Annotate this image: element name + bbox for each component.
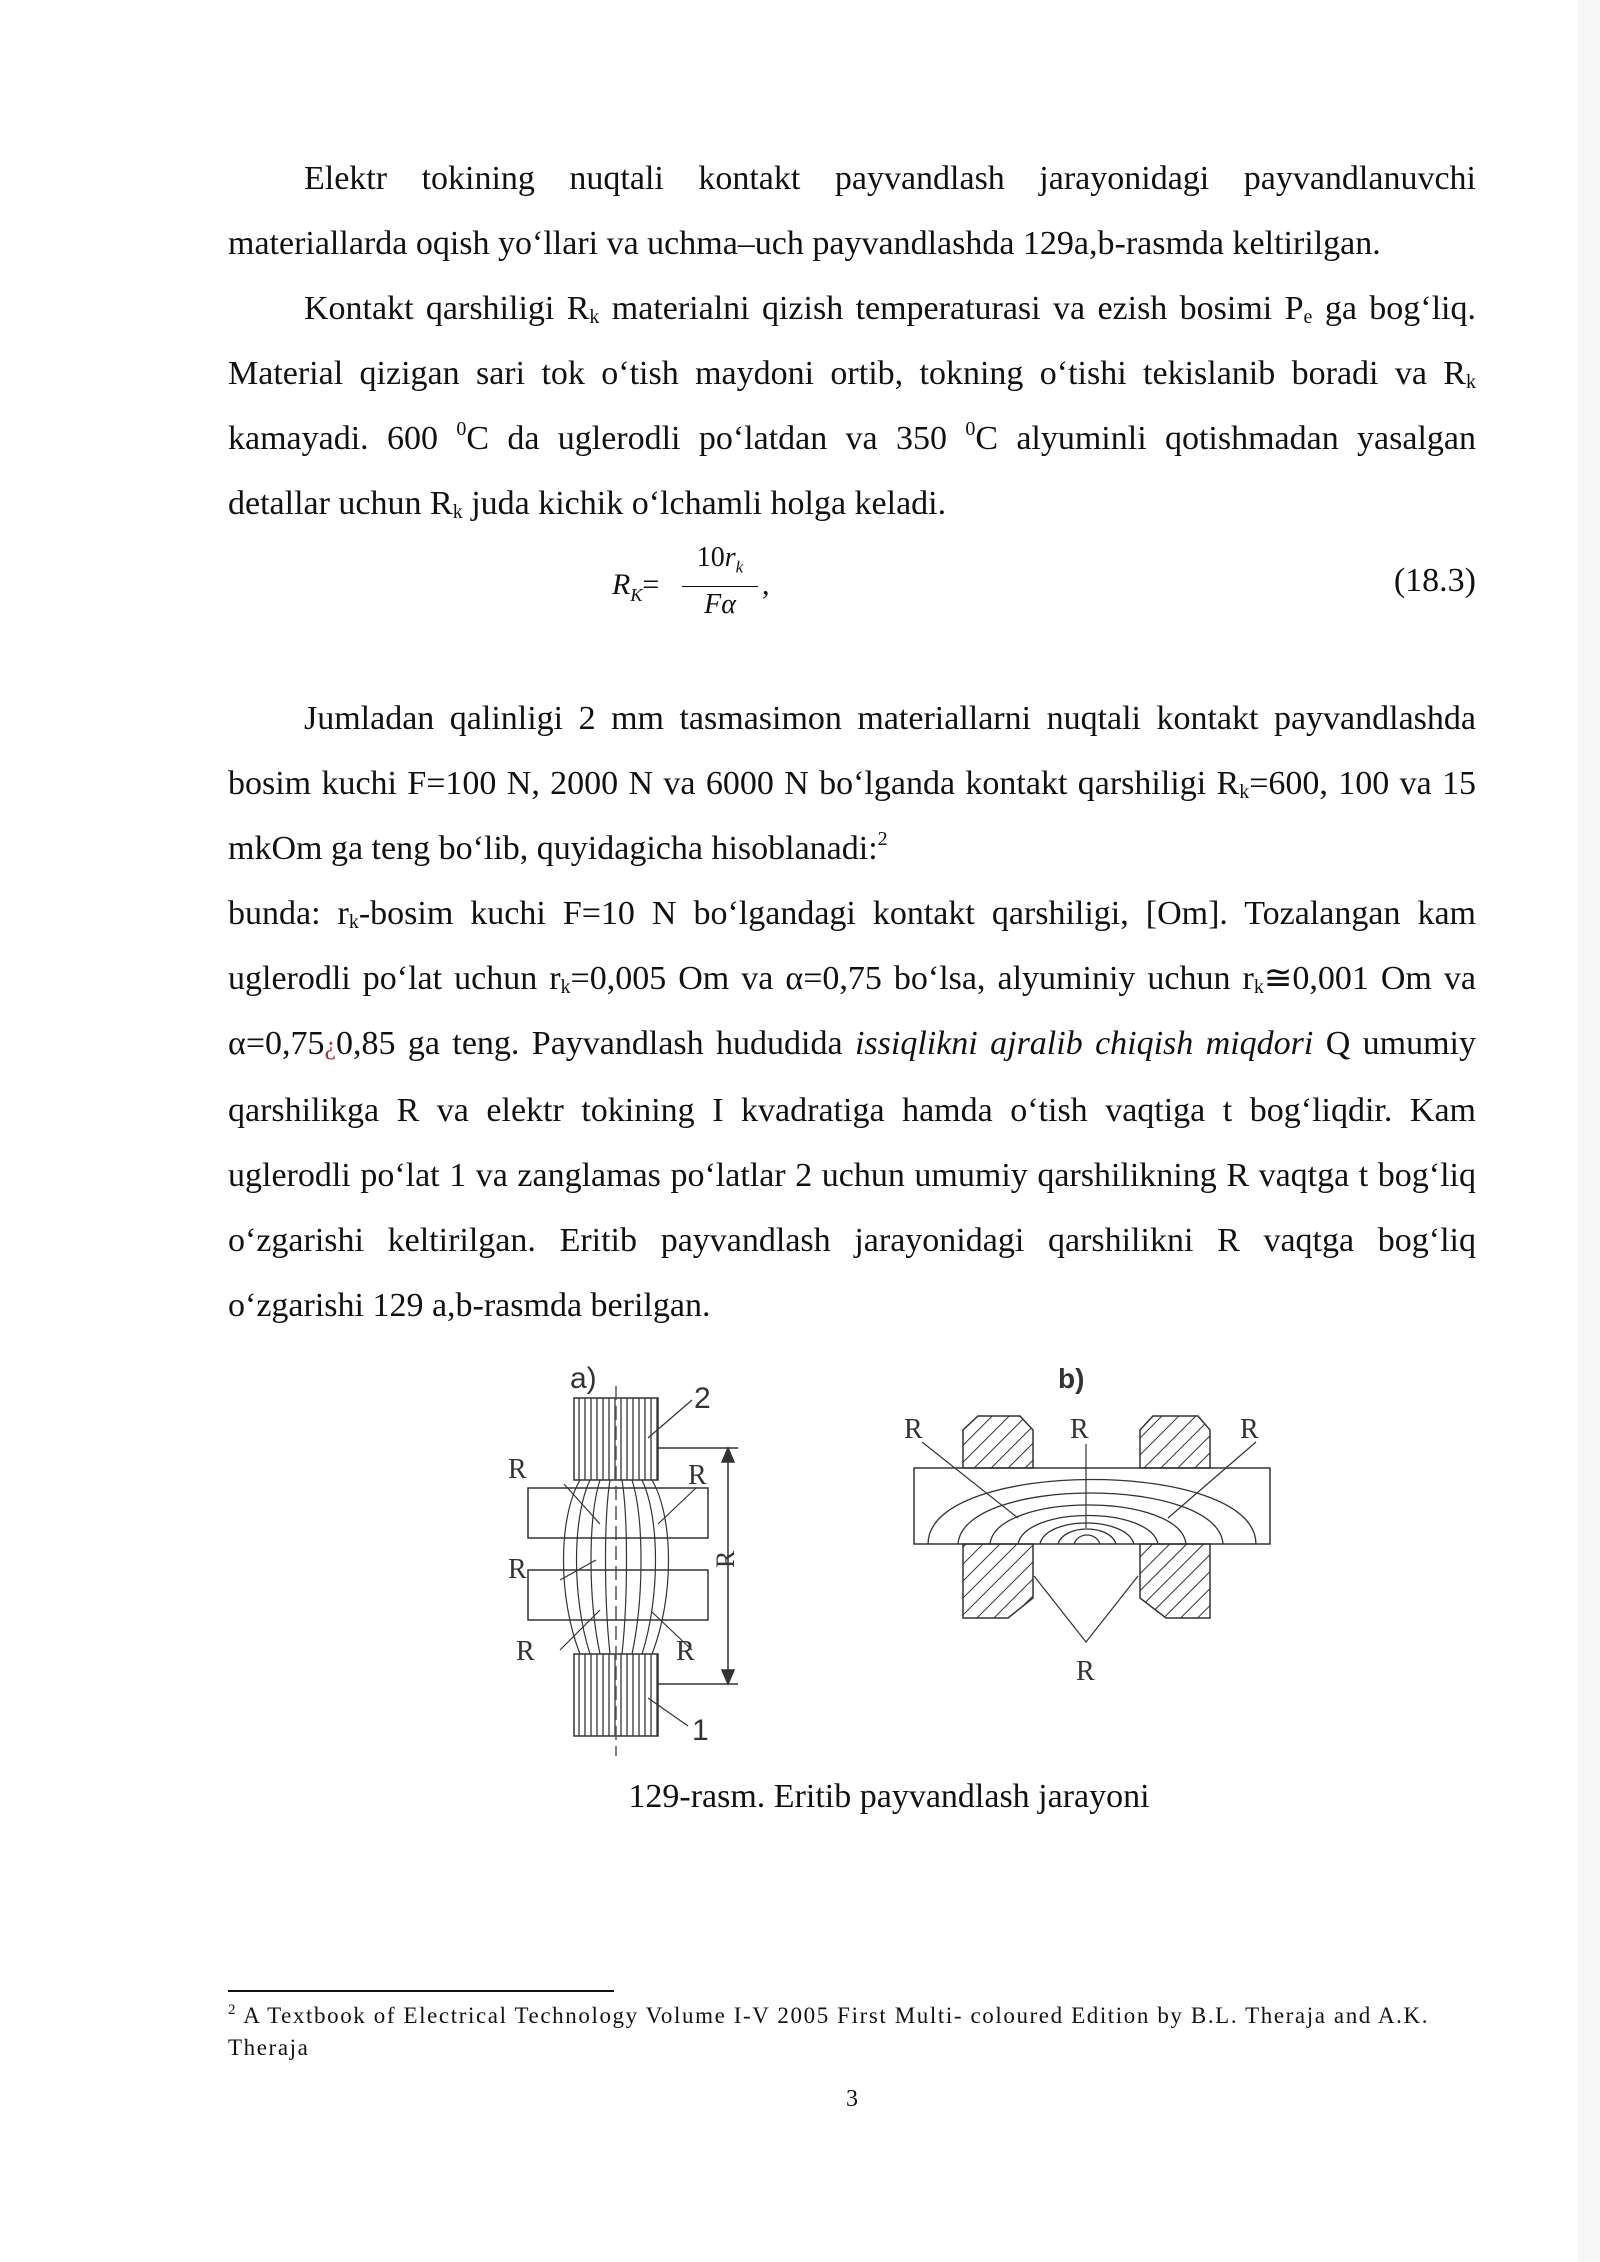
subscript-k: k — [560, 976, 571, 998]
formula-numerator-coef: 10 — [696, 542, 725, 573]
formula-numerator-r: r — [724, 542, 736, 573]
subscript-k: k — [589, 306, 600, 328]
footnote-reference[interactable]: 2 — [877, 828, 888, 850]
formula-comma: , — [762, 568, 770, 601]
superscript-degree: 0 — [965, 418, 976, 440]
text-run: =600, 100 va 15 mkOm ga teng bo‘lib, quyidagicha hisoblanadi: — [228, 765, 1477, 867]
subscript-k: k — [452, 501, 463, 523]
figure-label-b: b) — [1058, 1363, 1085, 1394]
formula-equals: = — [642, 568, 660, 601]
figure-part-b — [904, 1363, 1270, 1687]
text-run: ga bog‘liq. Material qizigan sari tok o‘tish maydoni ortib, tokning o‘tishi tekislanib boradi va R — [228, 290, 1476, 392]
footnote-separator — [228, 1990, 614, 1992]
text-run: ≅0,001 Om va α=0,75 — [228, 960, 1476, 1062]
subscript-k: k — [348, 911, 359, 933]
formula-lhs-subscript: K — [630, 585, 643, 605]
subscript-e: e — [1303, 306, 1313, 328]
text-run: materialni qizish temperaturasi va ezish bosimi P — [599, 290, 1304, 327]
formula-numerator-subscript: k — [735, 557, 744, 577]
resistance-label-bottom: R — [1076, 1656, 1095, 1687]
broken-glyph: ¿ — [324, 1031, 337, 1060]
paragraph-1 — [228, 146, 1476, 276]
formula-denominator: Fα — [704, 588, 736, 620]
text-run: 0,85 ga teng. Payvandlash hududida — [336, 1025, 855, 1062]
resistance-label: R — [508, 1554, 527, 1585]
text-run: C alyuminli qotishmadan yasalgan detallar uchun R — [228, 420, 1476, 522]
resistance-label: R — [688, 1460, 707, 1491]
text-run: =0,005 Om va α=0,75 bo‘lsa, alyuminiy uchun r — [570, 960, 1254, 997]
text-run: Kontakt qarshiligi R — [304, 290, 590, 327]
spacer — [228, 624, 1476, 686]
text-run: kamayadi. 600 — [228, 420, 457, 457]
resistance-label: R — [508, 1454, 527, 1485]
subscript-k: k — [1466, 371, 1476, 393]
text-run: C da uglerodli po‘latdan va 350 — [466, 420, 966, 457]
paragraph-3 — [228, 686, 1476, 881]
formula-18-3 — [228, 536, 1476, 624]
footnote-text: A Textbook of Electrical Technology Volume I-V 2005 First Multi- coloured Edition by B.L. Theraja and A.K. Theraja — [228, 2003, 1430, 2060]
footnote-mark: 2 — [228, 2002, 238, 2018]
text-run: Jumladan qalinligi 2 mm tasmasimon materiallarni nuqtali kontakt payvandlashda bosim kuchi F=100 N, 2000 N va 6000 N bo‘lganda kontakt qarshiligi R — [228, 700, 1476, 802]
resistance-label: R — [904, 1414, 923, 1445]
dimension-label-R: R — [711, 1550, 740, 1568]
resistance-label: R — [1070, 1414, 1089, 1445]
resistance-label: R — [516, 1636, 535, 1667]
resistance-label: R — [1240, 1414, 1259, 1445]
text-run: -bosim kuchi F=10 N bo‘lgandagi kontakt qarshiligi, [Om]. Tozalangan kam uglerodli po‘lat uchun r — [228, 895, 1477, 997]
document-page — [228, 146, 1476, 1822]
page-number: 3 — [846, 2086, 858, 2112]
resistance-label: R — [676, 1636, 695, 1667]
figure-129 — [228, 1348, 1476, 1768]
lower-electrode-right — [1140, 1544, 1210, 1618]
emphasis-text: issiqlikni ajralib chiqish miqdori — [854, 1025, 1314, 1062]
formula-fraction — [682, 540, 758, 623]
figure-129-drawing — [228, 1348, 1476, 1768]
electrode-number-2: 2 — [694, 1382, 711, 1415]
formula-lhs — [612, 568, 659, 606]
formula-numerator — [682, 540, 758, 587]
figure-label-a: a) — [570, 1362, 597, 1395]
paragraph-2 — [228, 276, 1476, 536]
text-run: juda kichik o‘lchamli holga keladi. — [462, 485, 947, 522]
figure-caption: 129-rasm. Eritib payvandlash jarayoni — [628, 1778, 1150, 1815]
text-run: bunda: r — [228, 895, 349, 932]
subscript-k: k — [1239, 781, 1250, 803]
page-edge-shade — [1578, 0, 1600, 2262]
upper-sheet — [528, 1488, 708, 1538]
electrode-number-1: 1 — [692, 1714, 709, 1747]
lower-electrode-left — [963, 1544, 1033, 1618]
current-contours — [928, 1480, 1256, 1545]
text-run: Q umumiy qarshilikga R va elektr tokining I kvadratiga hamda o‘tish vaqtiga t bog‘liqdir. Kam uglerodli po‘lat 1 va zanglamas po‘latlar 2 uchun umumiy qarshilikning R vaqtga t bog‘liq o‘zgarishi keltirilgan. Eritib payvandlash jarayonidagi qarshilikni R vaqtga bog‘liq o‘zgarishi 129 a,b-rasmda berilgan. — [228, 1025, 1477, 1324]
superscript-degree: 0 — [456, 418, 467, 440]
upper-electrode-left — [963, 1416, 1033, 1468]
upper-electrode-right — [1140, 1416, 1210, 1468]
paragraph-1-text: Elektr tokining nuqtali kontakt payvandlash jarayonidagi payvandlanuvchi materiallarda oqish yo‘llari va uchma–uch payvandlashda 129a,b-rasmda keltirilgan. — [228, 160, 1476, 262]
paragraph-4 — [228, 881, 1476, 1338]
subscript-k: k — [1253, 976, 1264, 998]
equation-number: (18.3) — [1393, 562, 1476, 599]
figure-part-a — [508, 1362, 740, 1756]
formula-lhs-symbol: R — [612, 568, 631, 601]
footnote — [228, 2000, 1476, 2064]
lower-sheet — [528, 1570, 708, 1620]
